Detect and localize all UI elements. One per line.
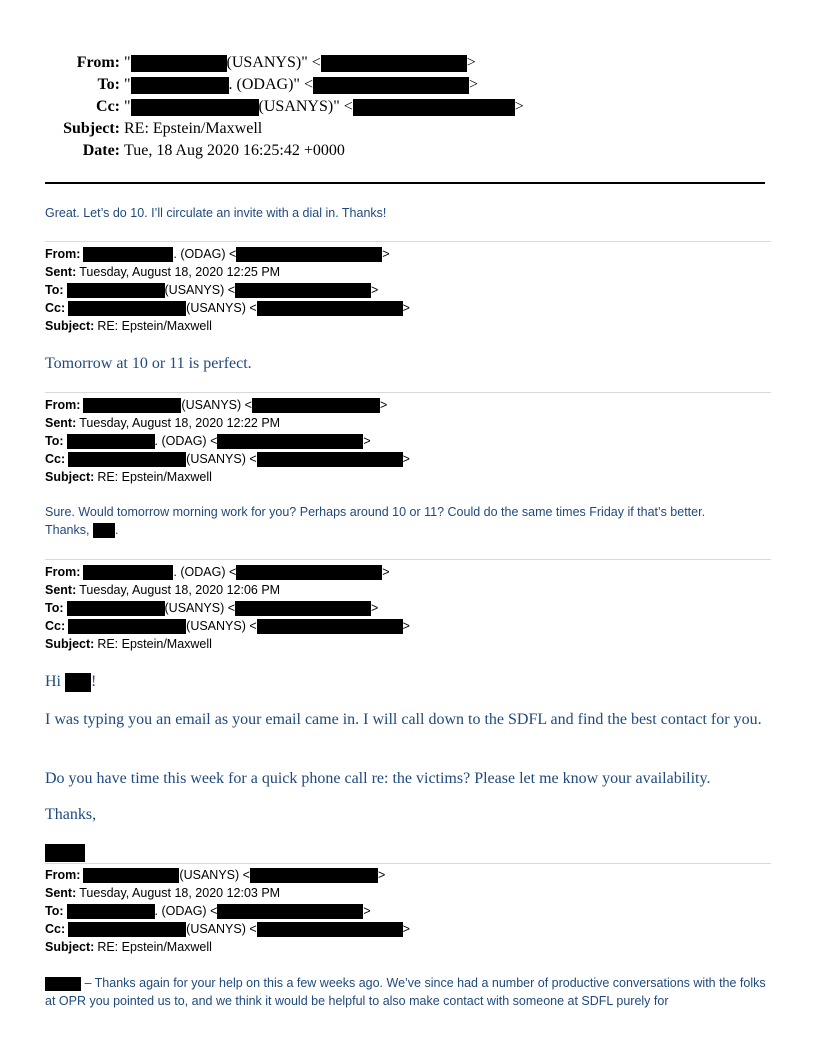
redaction-box [68, 452, 186, 467]
redaction-box [67, 904, 155, 919]
subject-value: RE: Epstein/Maxwell [97, 470, 212, 484]
bracket: > [379, 398, 388, 412]
redaction-box [217, 904, 363, 919]
bracket: > [402, 619, 410, 633]
redaction-box [45, 977, 81, 991]
redaction-box [131, 99, 259, 116]
message-3-paragraph-2: Do you have time this week for a quick phone call re: the victims? Please let me know your availability. [45, 770, 711, 787]
from-label: From: [45, 247, 81, 261]
redaction-box [257, 452, 403, 467]
redaction-box [236, 565, 382, 580]
message-3-thanks: Thanks, [45, 806, 97, 823]
cc-label: Cc: [45, 922, 66, 936]
sent-label: Sent: [45, 265, 77, 279]
redaction-box [131, 55, 227, 72]
bracket: > [402, 922, 410, 936]
header-from-quote: " [124, 54, 131, 71]
from-label: From: [45, 868, 81, 882]
redaction-box [68, 301, 186, 316]
message-3-greeting [45, 671, 775, 693]
header-to-label: To: [97, 76, 120, 93]
redaction-box [67, 283, 165, 298]
redaction-box [217, 434, 363, 449]
header-cc-org: (USANYS)" < [258, 98, 353, 115]
message-4-body: – Thanks again for your help on this a few weeks ago. We’ve since had a number of productive conversations with the folks at OPR you pointed us to, and we think it would be helpful to also make contact with someone at SDFL purely for [45, 976, 766, 1008]
bracket: > [363, 904, 371, 918]
message-3-paragraph-1: I was typing you an email as your email came in. I will call down to the SDFL and find the best contact for you. [45, 711, 762, 728]
subject-label: Subject: [45, 940, 95, 954]
redaction-box [235, 601, 371, 616]
from-org: (USANYS) < [181, 398, 252, 412]
header-subject-label: Subject: [63, 120, 120, 137]
redaction-box [83, 565, 173, 580]
bracket: > [371, 283, 379, 297]
message-4-text [45, 974, 771, 1010]
sent-label: Sent: [45, 416, 77, 430]
redaction-box [68, 922, 186, 937]
header-from-label: From: [76, 54, 120, 71]
subject-value: RE: Epstein/Maxwell [97, 940, 212, 954]
redaction-box [131, 77, 229, 94]
cc-label: Cc: [45, 301, 66, 315]
to-org: (USANYS) < [164, 601, 236, 615]
header-subject-value: RE: Epstein/Maxwell [124, 120, 263, 137]
cc-label: Cc: [45, 452, 66, 466]
message-separator [45, 863, 771, 864]
subject-label: Subject: [45, 319, 95, 333]
redaction-box [321, 55, 467, 72]
subject-value: RE: Epstein/Maxwell [97, 637, 212, 651]
greeting-hi: Hi [45, 673, 65, 690]
email-header-block [45, 396, 410, 486]
sent-value: Tuesday, August 18, 2020 12:22 PM [79, 416, 281, 430]
message-2-line1: Sure. Would tomorrow morning work for you? Perhaps around 10 or 11? Could do the same times Friday if that’s better. [45, 505, 706, 519]
subject-label: Subject: [45, 637, 95, 651]
header-divider [45, 182, 765, 184]
message-separator [45, 241, 771, 242]
header-from-end: > [466, 54, 476, 71]
redaction-box [257, 922, 403, 937]
sent-label: Sent: [45, 886, 77, 900]
message-2-period: . [114, 523, 119, 537]
from-label: From: [45, 398, 81, 412]
bracket: > [377, 868, 386, 882]
to-org: (USANYS) < [164, 283, 236, 297]
to-org: . (ODAG) < [154, 904, 218, 918]
subject-label: Subject: [45, 470, 95, 484]
message-separator [45, 392, 771, 393]
bracket: > [363, 434, 371, 448]
header-cc-quote: " [124, 98, 131, 115]
sent-value: Tuesday, August 18, 2020 12:25 PM [79, 265, 281, 279]
from-org: (USANYS) < [179, 868, 250, 882]
subject-value: RE: Epstein/Maxwell [97, 319, 212, 333]
bracket: > [382, 565, 390, 579]
email-header-block [45, 245, 410, 335]
bracket: > [402, 301, 410, 315]
email-header-block [45, 866, 410, 956]
message-2-text [45, 503, 771, 539]
header-from-org: (USANYS)" < [226, 54, 321, 71]
redaction-box [45, 844, 85, 862]
cc-org: (USANYS) < [186, 301, 257, 315]
header-cc-end: > [514, 98, 524, 115]
redaction-box [313, 77, 469, 94]
bracket: > [371, 601, 379, 615]
message-1-text: Tomorrow at 10 or 11 is perfect. [45, 355, 252, 372]
header-date-label: Date: [82, 142, 120, 159]
sent-label: Sent: [45, 583, 77, 597]
to-org: . (ODAG) < [154, 434, 218, 448]
cc-org: (USANYS) < [186, 452, 257, 466]
to-label: To: [45, 434, 64, 448]
redaction-box [93, 523, 115, 538]
to-label: To: [45, 283, 64, 297]
redaction-box [83, 868, 179, 883]
to-label: To: [45, 601, 64, 615]
redaction-box [83, 398, 181, 413]
cc-org: (USANYS) < [186, 922, 257, 936]
message-separator [45, 559, 771, 560]
redaction-box [235, 283, 371, 298]
redaction-box [257, 619, 403, 634]
redaction-box [83, 247, 173, 262]
header-to-org: . (ODAG)" < [228, 76, 313, 93]
redaction-box [353, 99, 515, 116]
header-date-value: Tue, 18 Aug 2020 16:25:42 +0000 [124, 142, 345, 159]
sent-value: Tuesday, August 18, 2020 12:03 PM [79, 886, 281, 900]
message-2-thanks: Thanks, [45, 523, 93, 537]
header-cc-label: Cc: [96, 98, 120, 115]
redaction-box [67, 601, 165, 616]
to-label: To: [45, 904, 64, 918]
reply-top-text: Great. Let’s do 10. I’ll circulate an invite with a dial in. Thanks! [45, 206, 387, 220]
bracket: > [402, 452, 410, 466]
redaction-box [65, 673, 91, 692]
redaction-box [68, 619, 186, 634]
redaction-box [252, 398, 380, 413]
header-to-end: > [468, 76, 478, 93]
email-header-block [45, 563, 410, 653]
sent-value: Tuesday, August 18, 2020 12:06 PM [79, 583, 281, 597]
redaction-box [236, 247, 382, 262]
from-org: . (ODAG) < [173, 565, 237, 579]
from-org: . (ODAG) < [173, 247, 237, 261]
redaction-box [67, 434, 155, 449]
header-to-quote: " [124, 76, 131, 93]
from-label: From: [45, 565, 81, 579]
cc-org: (USANYS) < [186, 619, 257, 633]
bracket: > [382, 247, 390, 261]
redaction-box [257, 301, 403, 316]
redaction-box [250, 868, 378, 883]
greeting-excl: ! [91, 673, 97, 690]
cc-label: Cc: [45, 619, 66, 633]
